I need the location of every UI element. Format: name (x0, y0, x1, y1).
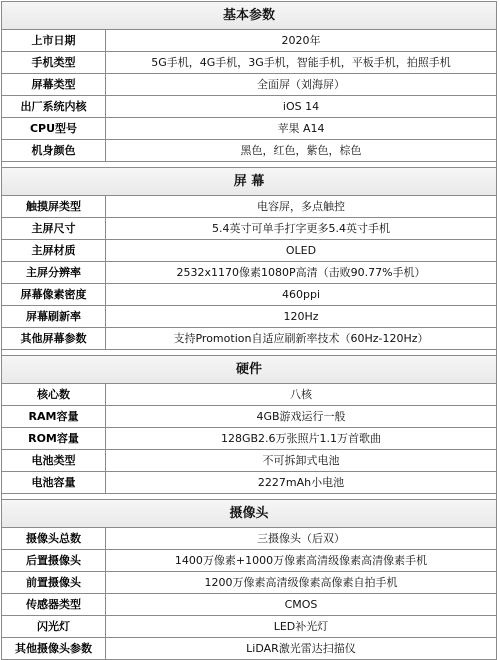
table-row (2, 306, 497, 328)
table-row (2, 118, 497, 140)
row-value: OLED (106, 240, 497, 261)
table-row (2, 262, 497, 284)
row-value: LiDAR激光雷达扫描仪 (106, 638, 497, 659)
row-value: 支持Promotion自适应刷新率技术（60Hz-120Hz） (106, 328, 497, 349)
row-value: CMOS (106, 594, 497, 615)
row-value: 电容屏，多点触控 (106, 196, 497, 217)
row-label: 其他摄像头参数 (2, 638, 106, 659)
row-value: 2532x1170像素1080P高清（击败90.77%手机） (106, 262, 497, 283)
row-label: 出厂系统内核 (2, 96, 106, 117)
row-label: 手机类型 (2, 52, 106, 73)
table-row (2, 74, 497, 96)
row-label: 主屏分辨率 (2, 262, 106, 283)
row-label: ROM容量 (2, 428, 106, 449)
row-value: 4GB游戏运行一般 (106, 406, 497, 427)
table-row (2, 218, 497, 240)
row-label: RAM容量 (2, 406, 106, 427)
row-label: 主屏尺寸 (2, 218, 106, 239)
row-label: 核心数 (2, 384, 106, 405)
table-row (2, 30, 497, 52)
row-label: CPU型号 (2, 118, 106, 139)
table-row (2, 550, 497, 572)
table-row (2, 616, 497, 638)
section-header-screen: 屏 幕 (2, 168, 497, 196)
table-row (2, 196, 497, 218)
table-row (2, 140, 497, 162)
row-value: iOS 14 (106, 96, 497, 117)
row-label: 电池类型 (2, 450, 106, 471)
row-value: 全面屏（刘海屏） (106, 74, 497, 95)
row-label: 摄像头总数 (2, 528, 106, 549)
row-label: 电池容量 (2, 472, 106, 493)
table-row (2, 472, 497, 494)
row-label: 传感器类型 (2, 594, 106, 615)
row-label: 屏幕类型 (2, 74, 106, 95)
table-row (2, 572, 497, 594)
row-value: 1400万像素+1000万像素高清级像素高清像素手机 (106, 550, 497, 571)
spec-table (1, 1, 497, 660)
row-label: 其他屏幕参数 (2, 328, 106, 349)
row-label: 后置摄像头 (2, 550, 106, 571)
table-row (2, 406, 497, 428)
row-label: 主屏材质 (2, 240, 106, 261)
row-value: 460ppi (106, 284, 497, 305)
table-row (2, 96, 497, 118)
row-value: 黑色，红色，紫色，棕色 (106, 140, 497, 161)
section-header-hardware: 硬件 (2, 356, 497, 384)
row-label: 闪光灯 (2, 616, 106, 637)
table-row (2, 240, 497, 262)
table-row (2, 284, 497, 306)
row-value: 1200万像素高清级像素高像素自拍手机 (106, 572, 497, 593)
table-row (2, 428, 497, 450)
row-value: 苹果 A14 (106, 118, 497, 139)
table-row (2, 450, 497, 472)
table-row (2, 528, 497, 550)
row-label: 触摸屏类型 (2, 196, 106, 217)
row-value: 5G手机，4G手机，3G手机，智能手机，平板手机，拍照手机 (106, 52, 497, 73)
section-header-camera: 摄像头 (2, 500, 497, 528)
table-row (2, 328, 497, 350)
row-value: 八核 (106, 384, 497, 405)
row-label: 机身颜色 (2, 140, 106, 161)
row-value: 三摄像头（后双） (106, 528, 497, 549)
row-value: LED补光灯 (106, 616, 497, 637)
row-value: 5.4英寸可单手打字更多5.4英寸手机 (106, 218, 497, 239)
table-row (2, 638, 497, 660)
row-value: 不可拆卸式电池 (106, 450, 497, 471)
row-label: 屏幕像素密度 (2, 284, 106, 305)
row-label: 屏幕刷新率 (2, 306, 106, 327)
table-row (2, 52, 497, 74)
table-row (2, 384, 497, 406)
row-label: 前置摄像头 (2, 572, 106, 593)
row-value: 120Hz (106, 306, 497, 327)
row-value: 128GB2.6万张照片1.1万首歌曲 (106, 428, 497, 449)
row-value: 2227mAh小电池 (106, 472, 497, 493)
section-header-basic: 基本参数 (2, 2, 497, 30)
row-label: 上市日期 (2, 30, 106, 51)
row-value: 2020年 (106, 30, 497, 51)
table-row (2, 594, 497, 616)
